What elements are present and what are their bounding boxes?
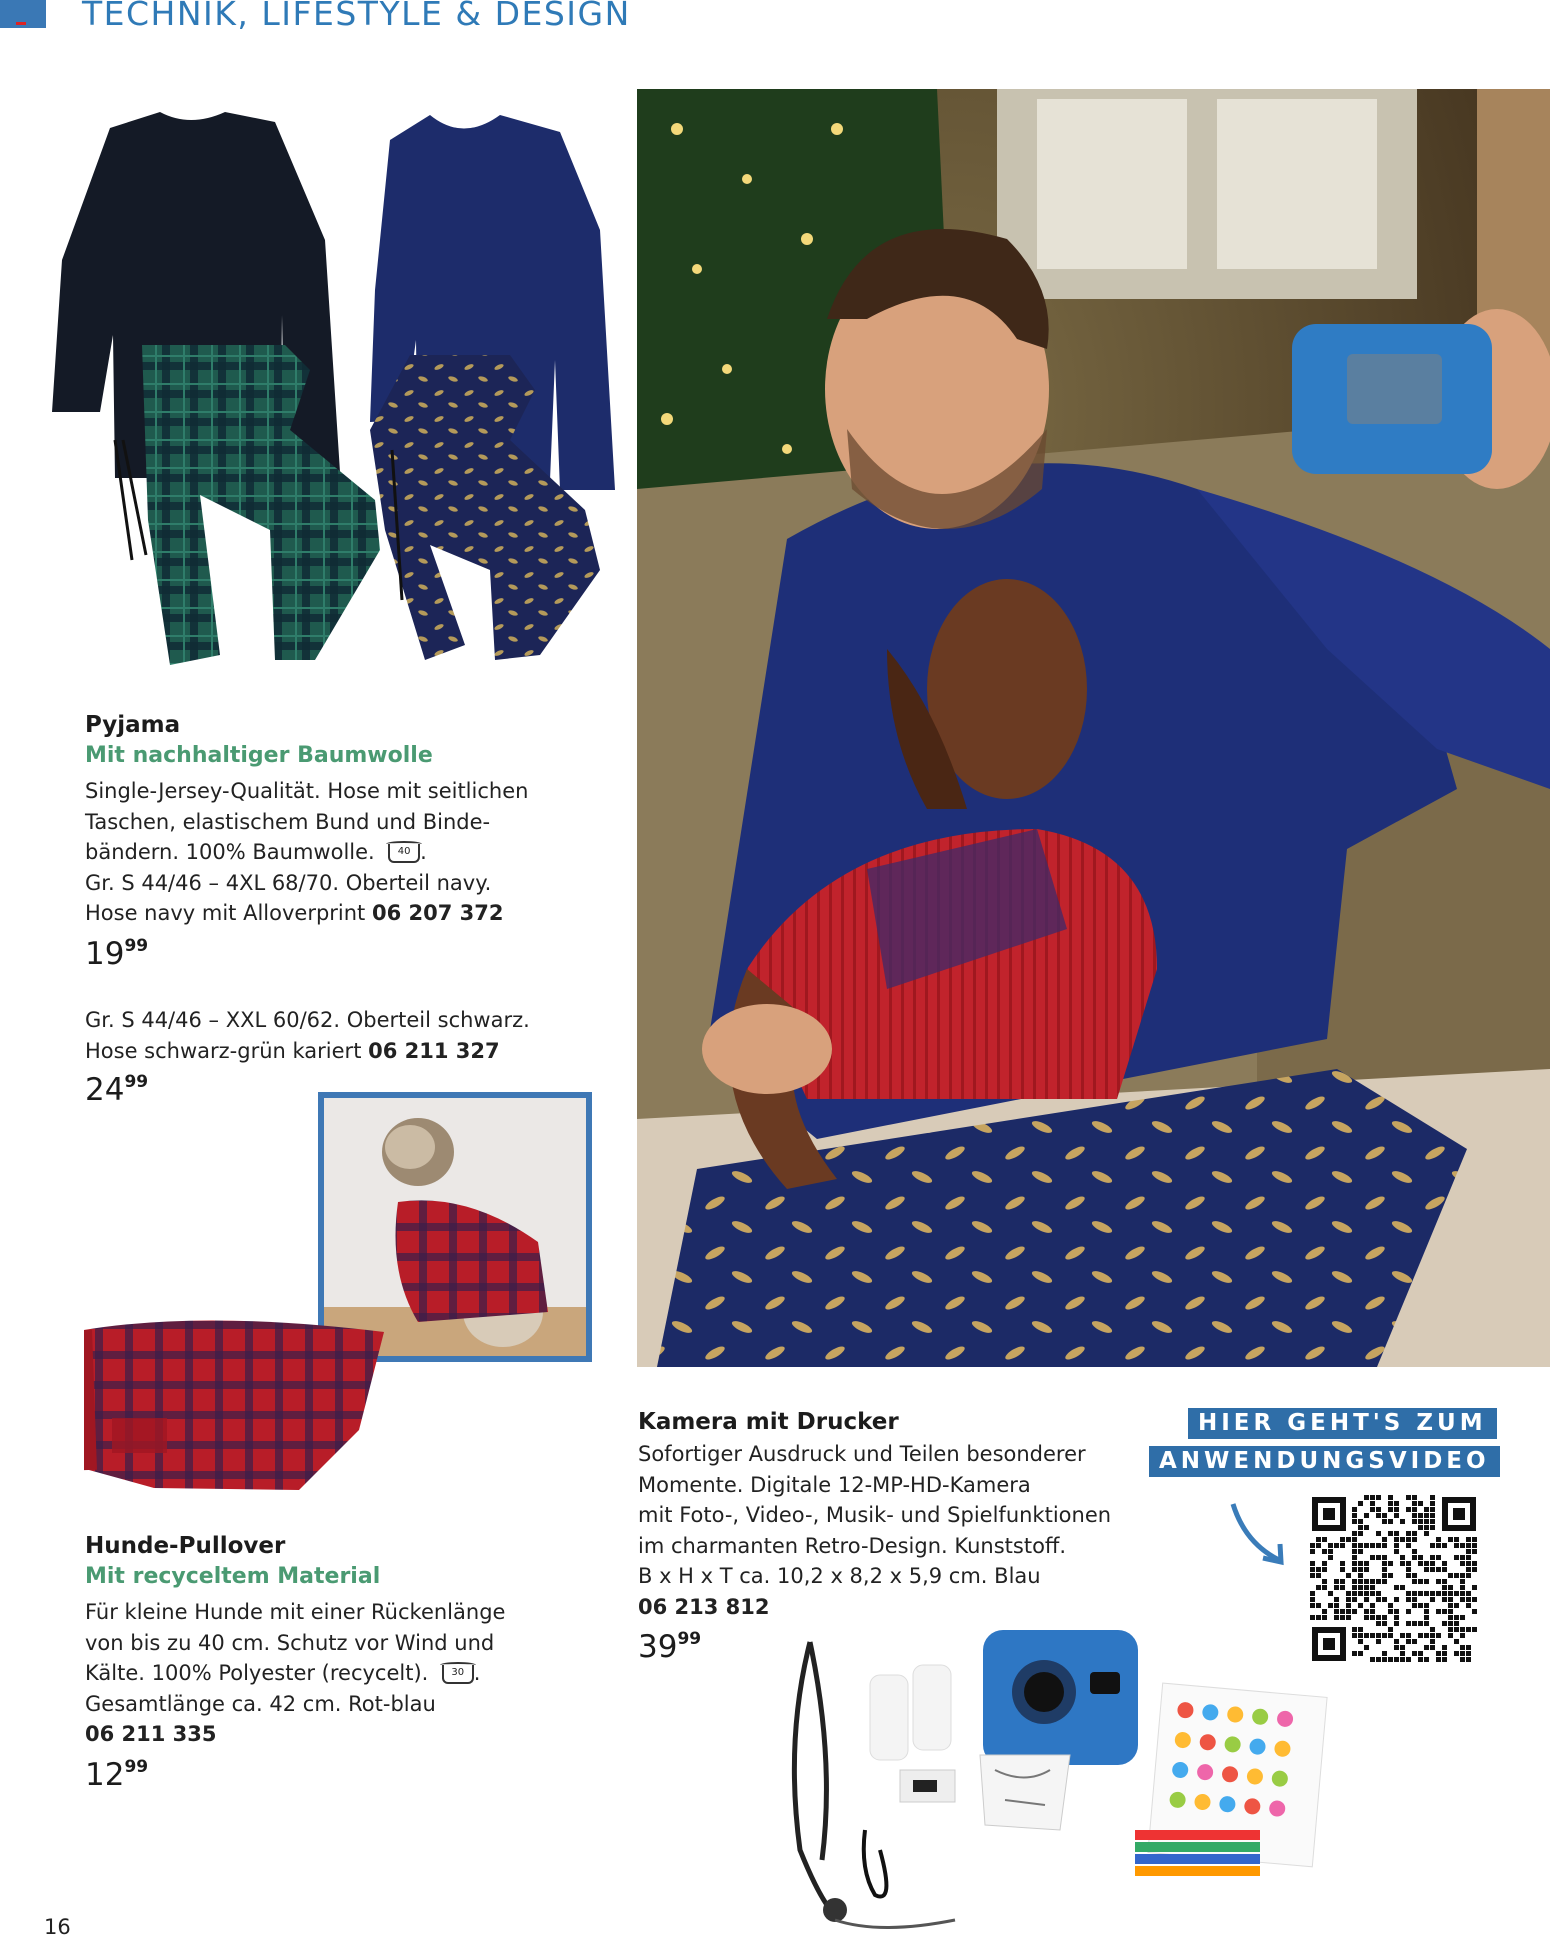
camera-price: $39^{99}$ xyxy=(638,1628,702,1665)
description-line: mit Foto-, Video-, Musik- und Spielfunktionen xyxy=(638,1503,1112,1527)
header-flag-icon xyxy=(0,0,46,28)
pyjama-variant-2 xyxy=(85,1005,625,1066)
pyjama-description xyxy=(85,776,605,929)
camera-title: Kamera mit Drucker xyxy=(638,1409,899,1435)
description-line: Kälte. 100% Polyester (recycelt). 30 . xyxy=(85,1661,481,1685)
dog-sweater-price: $12^{99}$ xyxy=(85,1756,149,1793)
article-number: 06 207 372 xyxy=(371,901,504,925)
description-line: Single-Jersey-Qualität. Hose mit seitlichen xyxy=(85,779,529,803)
dog-sweater-description xyxy=(85,1597,625,1750)
description-line: im charmanten Retro-Design. Kunststoff. xyxy=(638,1533,1067,1558)
pyjama-subtitle: Mit nachhaltiger Baumwolle xyxy=(85,743,433,768)
description-line: Taschen, elastischem Bund und Binde- xyxy=(85,809,491,834)
description-line: Sofortiger Ausdruck und Teilen besonderer xyxy=(638,1442,1086,1466)
description-line: von bis zu 40 cm. Schutz vor Wind und xyxy=(85,1630,495,1655)
qr-code-icon[interactable] xyxy=(1310,1495,1478,1663)
description-line: Für kleine Hunde mit einer Rückenlänge xyxy=(85,1600,506,1624)
section-title: TECHNIK, LIFESTYLE & DESIGN xyxy=(82,0,631,33)
variant-size-line: Gr. S 44/46 – XXL 60/62. Oberteil schwarz. xyxy=(85,1008,530,1032)
dog-sweater-title: Hunde-Pullover xyxy=(85,1533,286,1559)
pyjama-title: Pyjama xyxy=(85,712,181,738)
description-line: B x H x T ca. 10,2 x 8,2 x 5,9 cm. Blau xyxy=(638,1564,1041,1588)
description-line: Gesamtlänge ca. 42 cm. Rot-blau xyxy=(85,1691,436,1716)
camera-product-set-image xyxy=(780,1620,1340,1940)
dog-sweater-product-image xyxy=(84,1310,394,1500)
dog-sweater-subtitle: Mit recyceltem Material xyxy=(85,1564,381,1589)
article-number: 06 213 812 xyxy=(638,1594,770,1619)
description-line: bändern. 100% Baumwolle. 40 . xyxy=(85,840,427,864)
description-line: Momente. Digitale 12-MP-HD-Kamera xyxy=(638,1472,1031,1497)
video-cta-line-1[interactable]: HIER GEHT'S ZUM xyxy=(1188,1408,1497,1439)
variant-size-line: Gr. S 44/46 – 4XL 68/70. Oberteil navy. xyxy=(85,870,492,895)
variant-color-line: Hose navy mit Alloverprint 06 207 372 xyxy=(85,901,504,925)
camera-description xyxy=(638,1439,1138,1622)
page-number: 16 xyxy=(44,1915,71,1939)
variant-color-line: Hose schwarz-grün kariert 06 211 327 xyxy=(85,1038,500,1063)
wash-40-icon: 40 xyxy=(388,844,420,863)
lifestyle-photo xyxy=(637,89,1550,1367)
pyjama-price-2: $24^{99}$ xyxy=(85,1071,149,1108)
video-cta-line-2[interactable]: ANWENDUNGSVIDEO xyxy=(1149,1446,1500,1477)
arrow-down-right-icon xyxy=(1225,1498,1295,1568)
article-number: 06 211 335 xyxy=(85,1722,217,1746)
pyjama-price-1: $19^{99}$ xyxy=(85,935,149,972)
wash-30-icon: 30 xyxy=(442,1665,474,1684)
article-number: 06 211 327 xyxy=(368,1038,500,1063)
pyjama-product-image xyxy=(40,100,680,670)
